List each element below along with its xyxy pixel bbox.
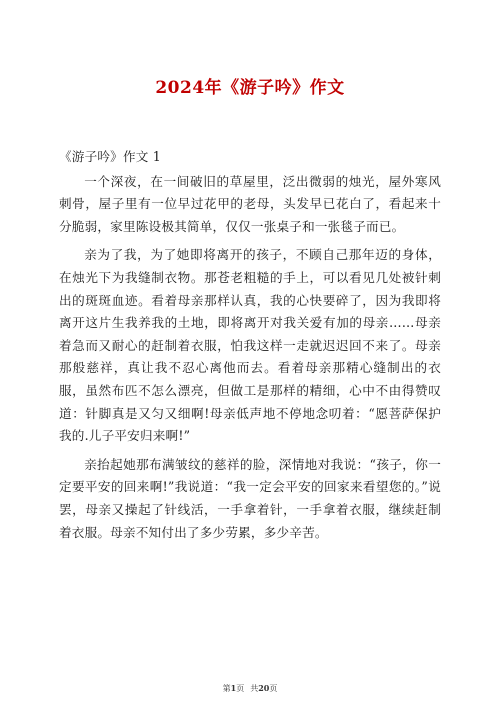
essay-subtitle: 《游子吟》作文 1 [59, 149, 161, 164]
document-title: 2024年《游子吟》作文 [155, 78, 345, 98]
footer-total-pages: 20 [258, 683, 270, 693]
paragraph-3: 亲抬起她那布满皱纹的慈祥的脸，深情地对我说：“孩子，你一定要平安的回来啊!”我说道：“我一定会平安的回家来看望您的。”说罢，母亲又操起了针线活，一手拿着针，一手拿着衣服，继续赶制着衣服。母亲不知付出了多少劳累，多少辛苦。 [59, 456, 441, 540]
paragraph-2: 亲为了我，为了她即将离开的孩子，不顾自己那年迈的身体，在烛光下为我缝制衣物。那苍老粗糙的手上，可以看见几处被针刺出的斑斑血迹。看着母亲那样认真，我的心快要碎了，因为我即将离开这片生我养我的土地，即将离开对我关爱有加的母亲……母亲着急而又耐心的赶制着衣服，怕我这样一走就迟迟回不来了。母亲那般慈祥，真让我不忍心离他而去。看着母亲那精心缝制出的衣服，虽然布匹不怎么漂亮，但做工是那样的精细，心中不由得赞叹道：针脚真是又匀又细啊!母亲低声地不停地念叨着：“愿菩萨保护我的.儿子平安归来啊!” [59, 247, 441, 444]
footer-page-unit: 页 [236, 684, 245, 693]
document-body [59, 146, 441, 550]
page-footer [0, 682, 500, 695]
paragraph-1: 一个深夜，在一间破旧的草屋里，泛出微弱的烛光，屋外寒风刺骨，屋子里有一位早过花甲的老母，头发早已花白了，看起来十分脆弱，家里陈设极其简单，仅仅一张桌子和一张毯子而已。 [59, 173, 441, 234]
footer-total-prefix: 共 [250, 684, 259, 693]
footer-total-unit: 页 [269, 684, 278, 693]
footer-prefix: 第 [222, 684, 231, 693]
footer-page-number: 1 [230, 683, 237, 693]
